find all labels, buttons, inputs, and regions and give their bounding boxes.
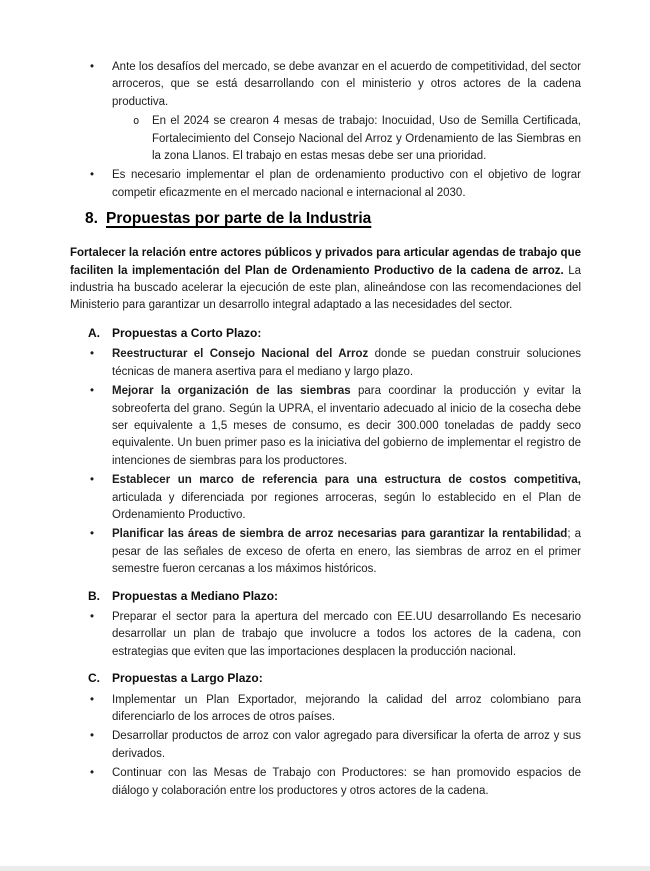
section-heading-number: 8.: [85, 210, 98, 228]
list-item-bold: Planificar las áreas de siembra de arroz necesarias para garantizar la rentabilidad: [112, 528, 568, 541]
list-item-regular: articulada y diferenciada por regiones arroceras, según lo establecido en el Plan de Ordenamiento Productivo.: [112, 491, 581, 521]
list-item-text: [112, 728, 581, 763]
bullet-icon: •: [90, 61, 95, 73]
section-heading-title: Propuestas por parte de la Industria: [106, 210, 372, 228]
list-item: [90, 383, 581, 470]
list-item: [90, 472, 581, 524]
intro-paragraph-regular: La industria ha buscado acelerar la ejecución de este plan, alineándose con las recomendaciones del Ministerio para garantizar un desarrollo integral adaptado a las necesidades del sector.: [70, 264, 581, 312]
sub-bullet-icon: o: [133, 115, 140, 128]
subsection-letter: C.: [88, 671, 100, 686]
subsection-header-c: [88, 670, 581, 687]
list-item: [90, 609, 581, 661]
list-item: [90, 59, 581, 111]
list-item-bold: Mejorar la organización de las siembras: [112, 385, 351, 398]
list-item-text: [112, 472, 581, 524]
list-item: [90, 526, 581, 578]
subsection-title: Propuestas a Largo Plazo:: [112, 671, 263, 686]
list-item-regular: Continuar con las Mesas de Trabajo con Productores: se han promovido espacios de diálogo y colaboración entre los productores y otros actores de la cadena.: [112, 767, 581, 797]
list-item: [90, 167, 581, 202]
intro-paragraph-bold: Fortalecer la relación entre actores públicos y privados para articular agendas de trabajo que faciliten la implementación del Plan de Ordenamiento Productivo de la cadena de arroz.: [70, 247, 581, 277]
list-item-bold: Reestructurar el Consejo Nacional del Arroz: [112, 348, 369, 361]
list-item: [90, 346, 581, 381]
bullet-icon: •: [90, 767, 95, 780]
subsection-title: Propuestas a Corto Plazo:: [112, 325, 262, 340]
bullet-icon: •: [90, 528, 95, 541]
list-item-regular: para coordinar la producción y evitar la sobreoferta del grano. Según la UPRA, el inventario adecuado al inicio de la cosecha debe ser equivalente a 1,5 meses de consumo, es decir 300.000 toneladas de paddy seco equivalente. Un buen primer paso es la iniciativa del gobierno de implementar el registro de intenciones de siembras para los productores.: [112, 385, 581, 467]
list-item: [90, 728, 581, 763]
list-item-bold: Establecer un marco de referencia para una estructura de costos competitiva,: [112, 474, 581, 487]
list-item-text: [112, 692, 581, 727]
list-item: [90, 692, 581, 727]
bullet-icon: •: [90, 730, 95, 743]
list-item-regular: donde se puedan construir soluciones técnicas de manera asertiva para el mediano y largo plazo.: [112, 348, 581, 378]
list-item-text: Ante los desafíos del mercado, se debe avanzar en el acuerdo de competitividad, del sector arroceros, que se está desarrollando con el ministerio y otros actores de la cadena productiva.: [112, 61, 581, 108]
list-item: [90, 765, 581, 800]
list-item-regular: Desarrollar productos de arroz con valor agregado para diversificar la oferta de arroz y sus derivados.: [112, 730, 581, 760]
bullet-icon: •: [90, 385, 95, 398]
page-bottom-edge: [0, 866, 650, 871]
intro-paragraph: [70, 245, 581, 315]
list-item-text: [112, 609, 581, 661]
subsection-letter: B.: [88, 588, 100, 603]
list-item-text: En el 2024 se crearon 4 mesas de trabajo: Inocuidad, Uso de Semilla Certificada, Fortalecimiento del Consejo Nacional del Arroz y Ordenamiento de las Siembras en la zona Llanos. El trabajo en estas mesas debe ser una prioridad.: [152, 115, 581, 163]
subsection-title: Propuestas a Mediano Plazo:: [112, 588, 279, 603]
bullet-icon: •: [90, 474, 95, 487]
bullet-icon: •: [90, 610, 95, 623]
list-item-text: [112, 346, 581, 381]
list-item-sub: [133, 113, 581, 165]
list-item-regular: Preparar el sector para la apertura del mercado con EE.UU desarrollando Es necesario desarrollar un plan de trabajo que involucre a todos los actores de la cadena, con estrategias que eviten que las importaciones desplacen la producción nacional.: [112, 610, 581, 658]
subsection-letter: A.: [88, 325, 100, 340]
list-item-text: Es necesario implementar el plan de ordenamiento productivo con el objetivo de lograr competir eficazmente en el mercado nacional e internacional al 2030.: [112, 169, 581, 199]
list-item-regular: ; a pesar de las señales de exceso de oferta en enero, las siembras de arroz en el primer semestre fueron cercanas a los máximos históricos.: [112, 528, 581, 576]
bullet-icon: •: [90, 693, 95, 706]
list-item-text: [112, 383, 581, 470]
list-item-text: [112, 765, 581, 800]
subsection-header-b: [88, 588, 581, 605]
list-item-text: [112, 526, 581, 578]
bullet-icon: •: [90, 348, 95, 361]
section-heading: [85, 209, 581, 229]
bullet-icon: •: [90, 169, 95, 182]
subsection-header-a: [88, 325, 581, 342]
list-item-regular: Implementar un Plan Exportador, mejorando la calidad del arroz colombiano para diferenciarlo de los arroces de otros países.: [112, 693, 581, 723]
